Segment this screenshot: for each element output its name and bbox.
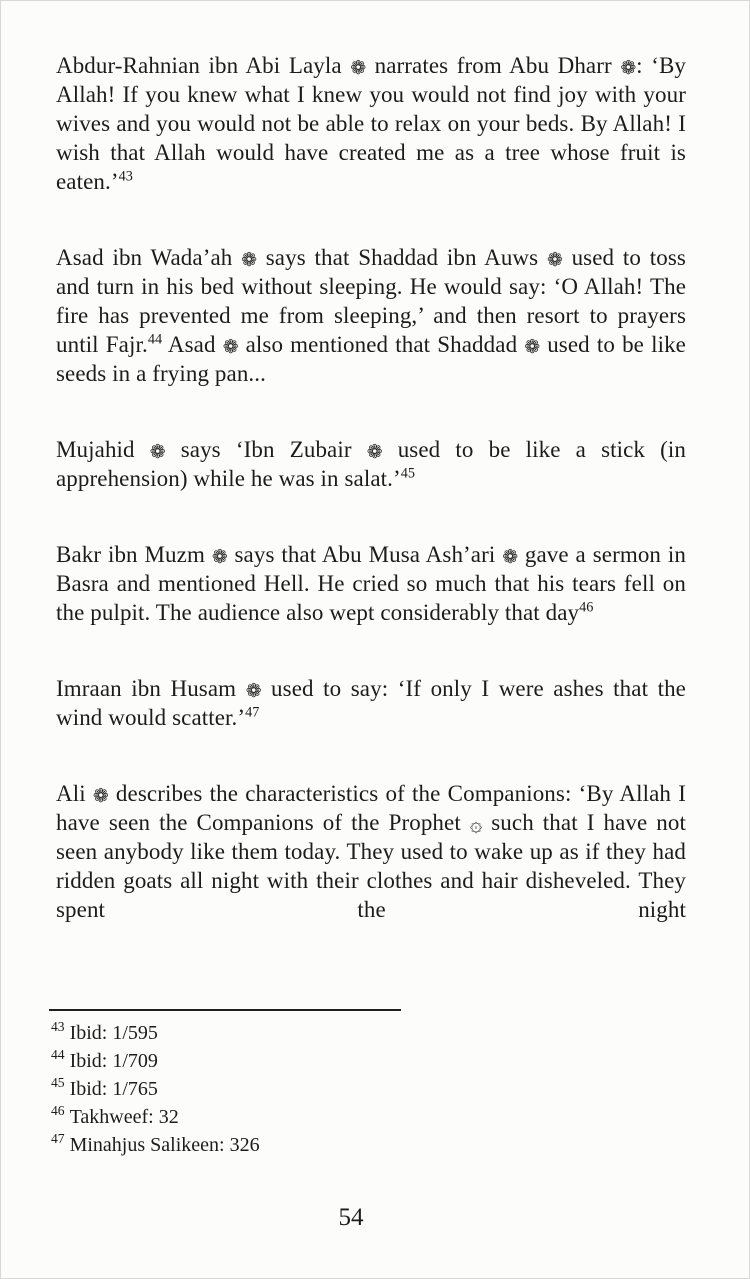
footnote-reference: 47 — [245, 704, 260, 721]
footnote-divider — [49, 1009, 401, 1011]
paragraph: Abdur-Rahnian ibn Abi Layla ❁ narrates from Abu Dharr ❁: ‘By Allah! If you knew what I knew you would not find joy with your wives and you would not be able to relax on your beds. By Allah! I wish that Allah would have created me as a tree whose fruit is eaten.’$^{43}$ — [56, 53, 686, 194]
page-number: 54 — [338, 1204, 364, 1231]
footnote-reference: 45 — [400, 465, 416, 482]
footnote-number: 44 — [51, 1047, 65, 1063]
footnote-item — [51, 1047, 691, 1075]
paragraph: Mujahid ❁ says ‘Ibn Zubair ❁ used to be like a stick (in apprehension) while he was in salat.’$^{45}$ — [56, 437, 686, 491]
footnote-item — [51, 1103, 691, 1131]
footnote-number: 43 — [51, 1019, 65, 1035]
footnote-text: Ibid: 1/595 — [69, 1022, 158, 1044]
footnote-reference: 46 — [579, 599, 594, 616]
footnote-text: Minahjus Salikeen: 326 — [69, 1134, 260, 1156]
paragraph: Asad ibn Wada’ah ❁ says that Shaddad ibn Auws ❁ used to toss and turn in his bed without sleeping. He would say: ‘O Allah! The fire has prevented me from sleeping,’ and then resort to prayers until Fajr.$^{44}$ Asad ❁ also mentioned that Shaddad ❁ used to be like seeds in a frying pan... — [56, 245, 686, 386]
footnote-item — [51, 1019, 691, 1047]
footnote-number: 45 — [51, 1075, 65, 1091]
footnote-item — [51, 1131, 691, 1159]
paragraph: Imraan ibn Husam ❁ used to say: ‘If only I were ashes that the wind would scatter.’$^{47}$ — [56, 676, 686, 730]
footnote-text: Takhweef: 32 — [69, 1106, 179, 1128]
footnote-number: 47 — [51, 1131, 65, 1147]
footnote-text: Ibid: 1/709 — [69, 1050, 158, 1072]
footnote-text: Ibid: 1/765 — [69, 1078, 158, 1100]
footnote-item — [51, 1075, 691, 1103]
footnotes-section — [51, 1019, 691, 1159]
paragraph: Bakr ibn Muzm ❁ says that Abu Musa Ash’ari ❁ gave a sermon in Basra and mentioned Hell. He cried so much that his tears fell on the pulpit. The audience also wept considerably that day$^{46}$ — [56, 542, 686, 625]
footnote-number: 46 — [51, 1103, 65, 1119]
paragraph: Ali ❁ describes the characteristics of the Companions: ‘By Allah I have seen the Companions of the Prophet ۞ such that I have not seen anybody like them today. They used to wake up as if they had ridden goats all night with their clothes and hair disheveled. They spent the night — [56, 781, 686, 922]
body-text — [56, 51, 686, 971]
footnote-reference: 44 — [147, 331, 163, 348]
footnote-reference: 43 — [118, 168, 133, 185]
